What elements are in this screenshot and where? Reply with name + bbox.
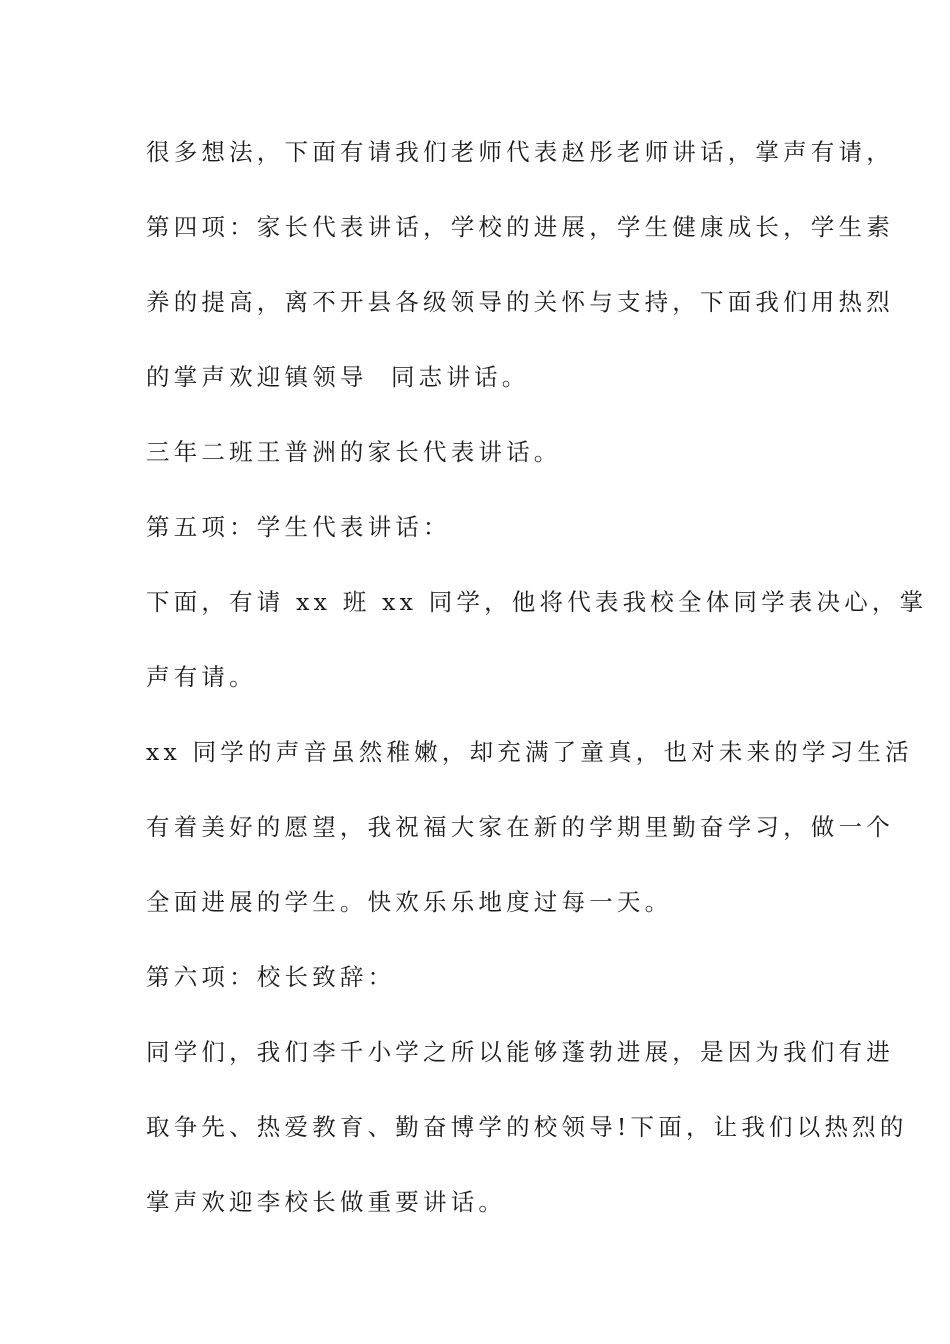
paragraph-line: xx 同学的声音虽然稚嫩，却充满了童真，也对未来的学习生活 xyxy=(146,738,913,766)
section-heading: 第六项：校长致辞： xyxy=(146,963,396,991)
paragraph-line: 取争先、热爱教育、勤奋博学的校领导!下面，让我们以热烈的 xyxy=(146,1113,908,1141)
paragraph-line: 下面，有请 xx 班 xx 同学，他将代表我校全体同学表决心，掌 xyxy=(146,588,928,616)
paragraph-line: 掌声欢迎李校长做重要讲话。 xyxy=(146,1188,507,1216)
paragraph-line: 有着美好的愿望，我祝福大家在新的学期里勤奋学习，做一个 xyxy=(146,813,894,841)
paragraph-line: 声有请。 xyxy=(146,663,257,691)
paragraph-line: 第四项：家长代表讲话，学校的进展，学生健康成长，学生素 xyxy=(146,213,894,241)
paragraph-line: 很多想法，下面有请我们老师代表赵彤老师讲话，掌声有请， xyxy=(146,138,894,166)
paragraph-line: 养的提高，离不开县各级领导的关怀与支持，下面我们用热烈 xyxy=(146,288,894,316)
paragraph-line: 三年二班王普洲的家长代表讲话。 xyxy=(146,438,562,466)
paragraph-line: 同学们，我们李千小学之所以能够蓬勃进展，是因为我们有进 xyxy=(146,1038,894,1066)
paragraph-line: 的掌声欢迎镇领导 同志讲话。 xyxy=(146,363,530,391)
section-heading: 第五项：学生代表讲话： xyxy=(146,513,451,541)
paragraph-line: 全面进展的学生。快欢乐乐地度过每一天。 xyxy=(146,888,673,916)
